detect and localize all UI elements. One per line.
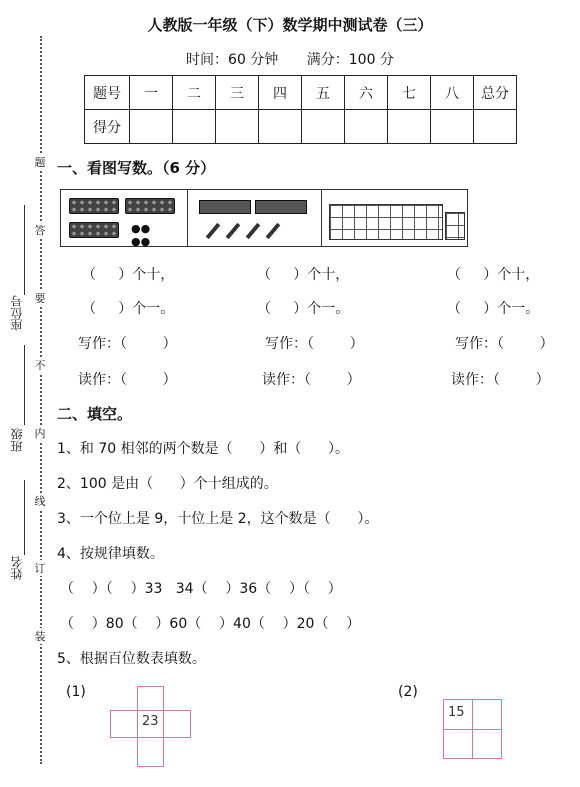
score-cell: 题号: [85, 76, 130, 110]
q1b-tens[interactable]: （ ）个十，: [257, 267, 350, 283]
margin-char: 题: [34, 156, 46, 169]
pencil-icon: [226, 223, 241, 239]
name-label: 姓名: [10, 556, 24, 580]
q1b-ones[interactable]: （ ）个一。: [257, 301, 350, 317]
score-input-cell[interactable]: [130, 110, 173, 144]
loose-dots-icon: ●● ●●: [131, 222, 151, 248]
unit-cubes: [445, 212, 465, 240]
q1a-write[interactable]: 写作：（ ）: [78, 336, 177, 352]
pencil-icon: [266, 223, 281, 239]
page-title: 人教版一年级（下）数学期中测试卷（三）: [147, 16, 433, 34]
seat-number-label: 座位号: [10, 295, 24, 331]
q1a-read[interactable]: 读作：（ ）: [78, 372, 177, 388]
score-cell: 三: [216, 76, 259, 110]
margin-char: 装: [34, 630, 46, 643]
class-label: 班级: [10, 428, 24, 452]
given-number: 15: [448, 705, 465, 720]
section1-heading: 一、看图写数。（6 分）: [57, 159, 216, 177]
hundred-chart-cell[interactable]: [443, 729, 473, 759]
score-input-cell[interactable]: [388, 110, 431, 144]
margin-char: 要: [34, 292, 46, 305]
picture-divider: [187, 190, 188, 246]
pencil-icon: [246, 223, 261, 239]
q5-part2-label: (2): [398, 684, 418, 700]
hundred-chart-cell[interactable]: [110, 710, 138, 738]
exam-full-score: 满分：100 分: [306, 52, 394, 68]
ten-stick-bundle: [199, 200, 251, 214]
pattern-row-1[interactable]: （ ）（ ）33 34（ ）36（ ）（ ）: [60, 581, 342, 597]
score-cell: 四: [259, 76, 302, 110]
picture-divider: [321, 190, 322, 246]
ten-stick-bundle: [255, 200, 307, 214]
exam-meta: [0, 49, 580, 69]
fill-q5: 5、根据百位数表填数。: [57, 651, 206, 667]
q1a-tens[interactable]: （ ）个十，: [82, 267, 175, 283]
fill-q1[interactable]: 1、和 70 相邻的两个数是（ ）和（ ）。: [57, 441, 350, 457]
q1a-ones[interactable]: （ ）个一。: [82, 301, 175, 317]
ten-block-tray: [69, 198, 119, 214]
q5-part1-label: (1): [66, 684, 86, 700]
score-cell: 二: [173, 76, 216, 110]
score-cell: 五: [302, 76, 345, 110]
score-cell: 七: [388, 76, 431, 110]
score-cell: 八: [431, 76, 474, 110]
fill-q2[interactable]: 2、100 是由（ ）个十组成的。: [57, 476, 278, 492]
margin-char: 线: [34, 495, 46, 508]
q1c-write[interactable]: 写作：（ ）: [455, 336, 554, 352]
score-input-cell[interactable]: [345, 110, 388, 144]
q1b-read[interactable]: 读作：（ ）: [262, 372, 361, 388]
hundred-chart-cell[interactable]: [137, 686, 164, 711]
score-input-cell[interactable]: [259, 110, 302, 144]
score-cell: 一: [130, 76, 173, 110]
counting-pictures: [60, 189, 468, 247]
q1c-tens[interactable]: （ ）个十，: [447, 267, 540, 283]
seat-number-blank[interactable]: [24, 205, 25, 295]
exam-time: 时间：60 分钟: [186, 52, 279, 68]
ten-cube-rods: [329, 204, 443, 240]
q1b-write[interactable]: 写作：（ ）: [265, 336, 364, 352]
hundred-chart-cell[interactable]: [472, 699, 502, 730]
margin-char: 订: [34, 562, 46, 575]
score-table-score-row: [85, 110, 517, 144]
hundred-chart-cell-given: [443, 699, 473, 730]
hundred-chart-cell[interactable]: [137, 737, 164, 767]
name-blank[interactable]: [24, 480, 25, 555]
pencil-icon: [206, 223, 221, 239]
hundred-chart-cell-given: [137, 710, 164, 738]
ten-block-tray: [69, 222, 119, 238]
hundred-chart-cell[interactable]: [163, 710, 191, 738]
q1c-ones[interactable]: （ ）个一。: [447, 301, 540, 317]
score-input-cell[interactable]: [474, 110, 517, 144]
hundred-chart-cell[interactable]: [472, 729, 502, 759]
class-blank[interactable]: [24, 345, 25, 425]
pattern-row-2[interactable]: （ ）80（ ）60（ ）40（ ）20（ ）: [60, 616, 361, 632]
score-input-cell[interactable]: [173, 110, 216, 144]
margin-char: 内: [34, 427, 46, 440]
section2-heading: 二、填空。: [57, 405, 133, 423]
fill-q4: 4、按规律填数。: [57, 546, 164, 562]
fill-q3[interactable]: 3、一个位上是 9，十位上是 2，这个数是（ ）。: [57, 511, 379, 527]
score-input-cell[interactable]: [216, 110, 259, 144]
score-input-cell[interactable]: [431, 110, 474, 144]
score-table-header-row: [85, 76, 517, 110]
ten-block-tray: [125, 198, 175, 214]
score-cell: 六: [345, 76, 388, 110]
binding-line: [40, 36, 42, 764]
score-input-cell[interactable]: [302, 110, 345, 144]
given-number: 23: [142, 714, 159, 729]
margin-char: 不: [34, 359, 46, 372]
score-row-label: 得分: [85, 110, 130, 144]
score-table: [84, 75, 517, 144]
q1c-read[interactable]: 读作：（ ）: [451, 372, 550, 388]
margin-char: 答: [34, 224, 46, 237]
score-cell: 总分: [474, 76, 517, 110]
